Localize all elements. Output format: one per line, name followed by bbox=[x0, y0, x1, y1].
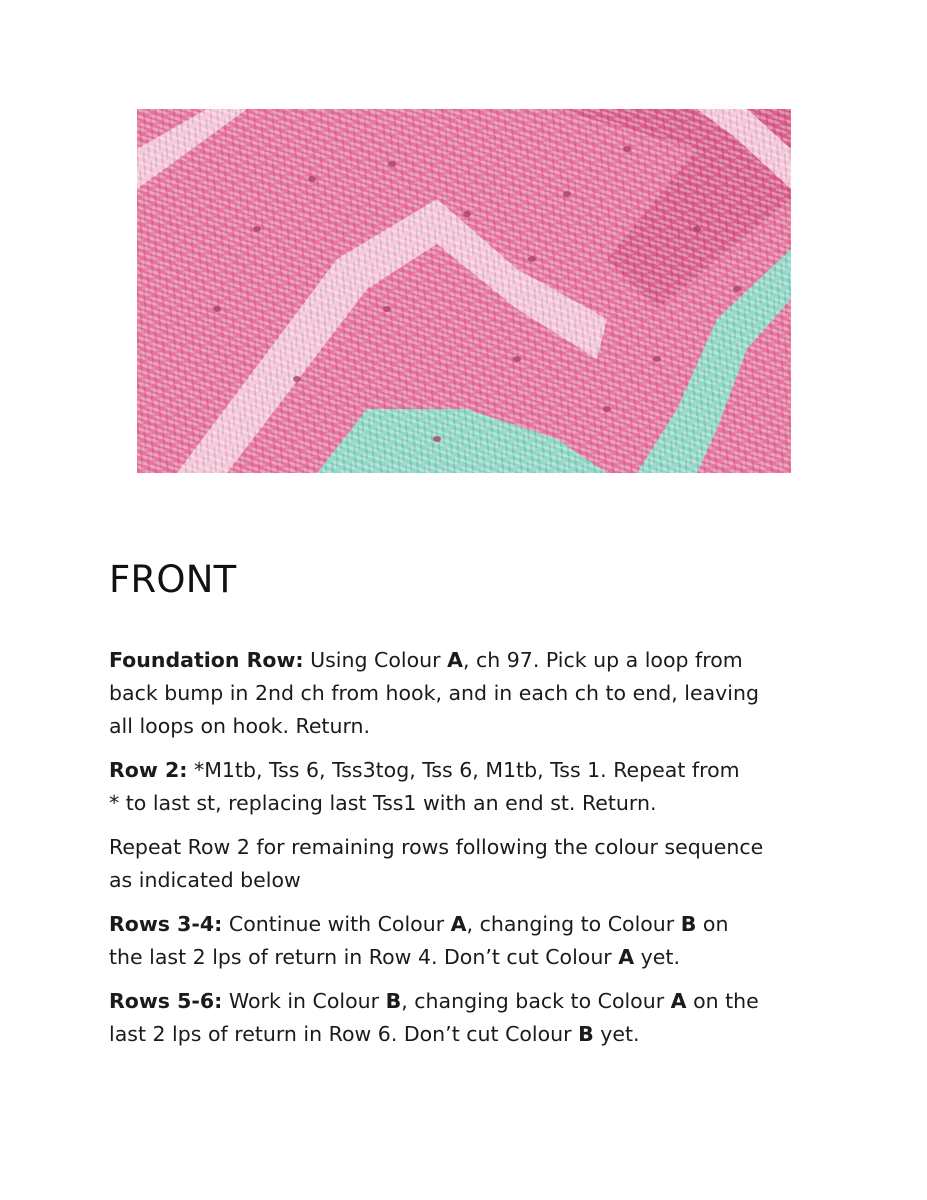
instruction-text: on bbox=[696, 912, 729, 936]
eyelet-hole bbox=[213, 306, 221, 312]
rows-5-6-instruction bbox=[109, 985, 829, 1051]
eyelet-hole bbox=[603, 406, 611, 412]
eyelet-hole bbox=[623, 146, 631, 152]
instruction-text: Using Colour bbox=[303, 648, 448, 672]
instruction-text: Continue with Colour bbox=[222, 912, 451, 936]
instruction-text: , changing back to Colour bbox=[401, 989, 671, 1013]
instruction-text: yet. bbox=[634, 945, 680, 969]
section-heading: FRONT bbox=[109, 558, 237, 601]
eyelet-hole bbox=[388, 161, 396, 167]
instruction-text: on the bbox=[686, 989, 759, 1013]
stitch-texture bbox=[137, 109, 791, 473]
instruction-text: , ch 97. Pick up a loop from bbox=[462, 648, 743, 672]
eyelet-hole bbox=[563, 191, 571, 197]
repeat-instruction bbox=[109, 831, 829, 897]
instruction-text: , changing to Colour bbox=[466, 912, 681, 936]
bold-term: A bbox=[618, 945, 635, 969]
eyelet-hole bbox=[653, 356, 661, 362]
instruction-text: all loops on hook. Return. bbox=[109, 714, 371, 738]
instruction-text: Repeat Row 2 for remaining rows following the colour sequence bbox=[109, 835, 764, 859]
foundation-row-instruction bbox=[109, 644, 829, 743]
eyelet-hole bbox=[308, 176, 316, 182]
bold-term: Rows 5-6: bbox=[109, 989, 223, 1013]
eyelet-hole bbox=[733, 286, 741, 292]
instruction-text: the last 2 lps of return in Row 4. Don’t cut Colour bbox=[109, 945, 619, 969]
bold-term: A bbox=[447, 648, 463, 672]
eyelet-hole bbox=[253, 226, 261, 232]
bold-term: B bbox=[385, 989, 402, 1013]
pattern-instructions bbox=[109, 644, 829, 1062]
rows-3-4-instruction bbox=[109, 908, 829, 974]
eyelet-hole bbox=[293, 376, 301, 382]
eyelet-hole bbox=[433, 436, 441, 442]
bold-term: Rows 3-4: bbox=[109, 912, 223, 936]
instruction-text: as indicated below bbox=[109, 868, 301, 892]
eyelet-hole bbox=[693, 226, 701, 232]
instruction-text: back bump in 2nd ch from hook, and in each ch to end, leaving bbox=[109, 681, 759, 705]
eyelet-hole bbox=[383, 306, 391, 312]
eyelet-hole bbox=[513, 356, 521, 362]
eyelet-hole bbox=[463, 211, 471, 217]
crochet-swatch-image bbox=[137, 109, 791, 473]
bold-term: B bbox=[578, 1022, 594, 1046]
bold-term: B bbox=[680, 912, 697, 936]
instruction-text: yet. bbox=[593, 1022, 640, 1046]
crochet-swatch-photo bbox=[137, 109, 791, 473]
instruction-text: *M1tb, Tss 6, Tss3tog, Tss 6, M1tb, Tss 1. Repeat from bbox=[187, 758, 740, 782]
bold-term: A bbox=[450, 912, 467, 936]
row-2-instruction bbox=[109, 754, 829, 820]
bold-term: Row 2: bbox=[109, 758, 188, 782]
instruction-text: last 2 lps of return in Row 6. Don’t cut Colour bbox=[109, 1022, 579, 1046]
eyelet-hole bbox=[528, 256, 536, 262]
instruction-text: Work in Colour bbox=[222, 989, 386, 1013]
bold-term: Foundation Row: bbox=[109, 648, 304, 672]
instruction-text: * to last st, replacing last Tss1 with an end st. Return. bbox=[109, 791, 657, 815]
bold-term: A bbox=[670, 989, 687, 1013]
